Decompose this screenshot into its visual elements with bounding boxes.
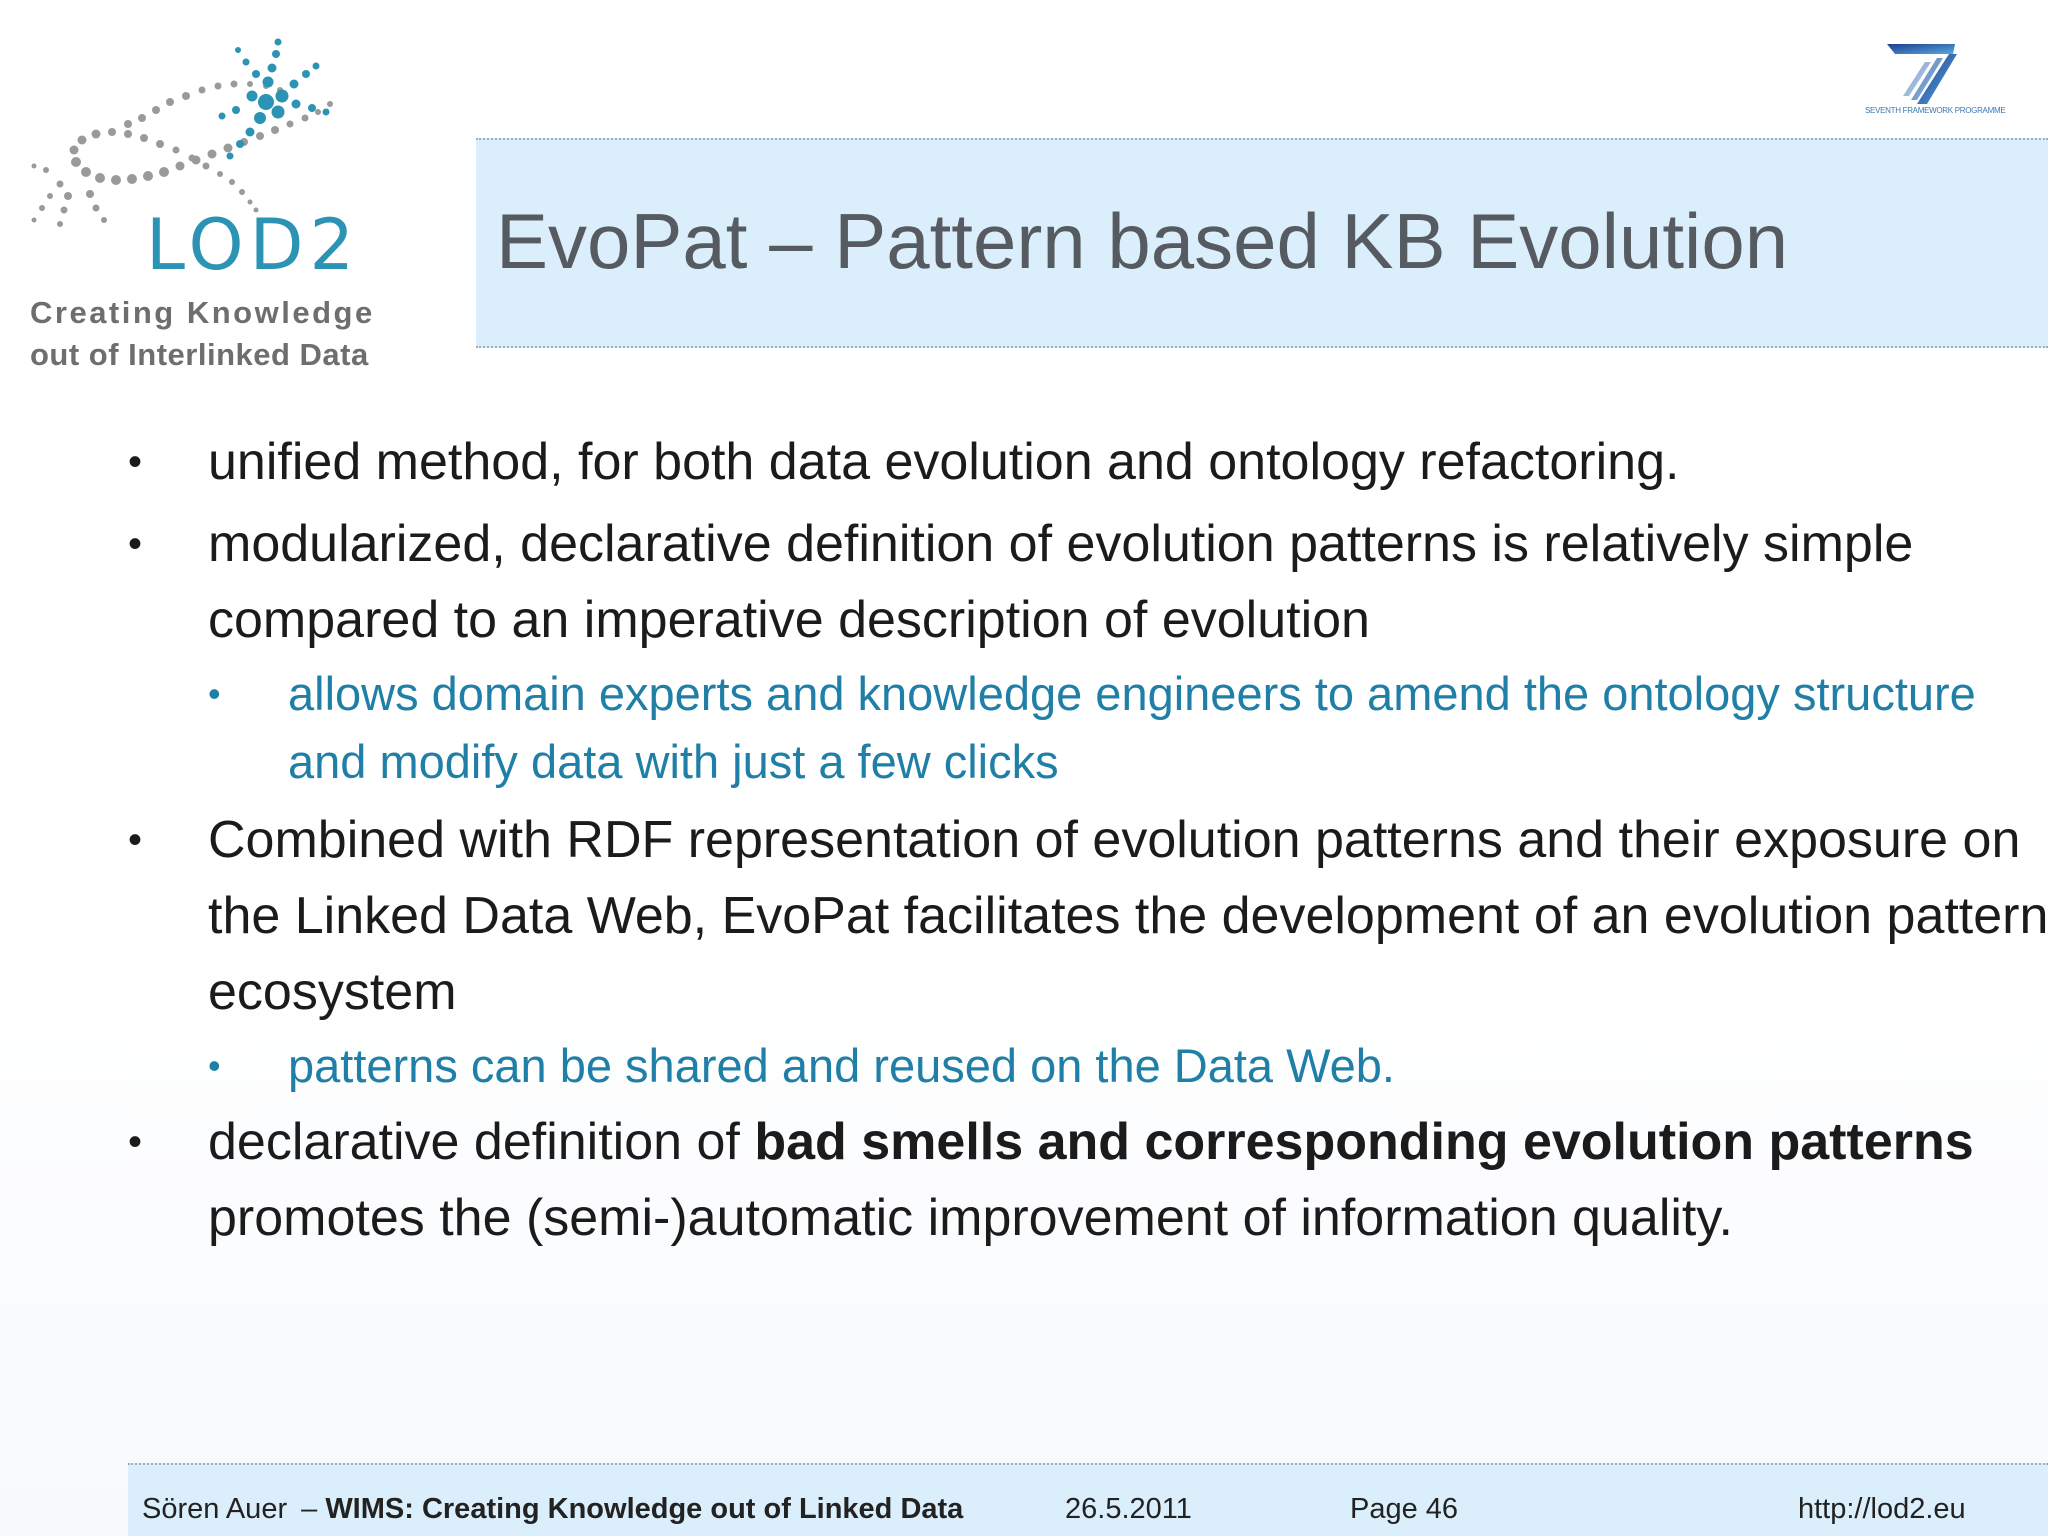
lod2-wordmark: LOD2 xyxy=(146,204,361,286)
lod2-logo xyxy=(20,20,400,372)
footer-author: Sören Auer xyxy=(142,1493,288,1525)
sub-bullet-text: patterns can be shared and reused on the Data Web. xyxy=(288,1039,1395,1092)
bullet-text: unified method, for both data evolution and ontology refactoring. xyxy=(208,433,1680,491)
fp7-caption: SEVENTH FRAMEWORK PROGRAMME xyxy=(1865,106,2006,115)
sub-bullet-marker: • xyxy=(208,1045,221,1086)
footer-separator: – xyxy=(301,1493,318,1525)
bullet-text: Combined with RDF representation of evolution patterns and their exposure on the Linked Data Web, EvoPat facilitates the development of an evolution pattern ecosystem xyxy=(208,811,2048,1021)
bullet-text-bold: bad smells and corresponding evolution patterns xyxy=(754,1113,1974,1171)
footer-page-number: Page 46 xyxy=(1350,1493,1459,1525)
footer-author-line xyxy=(142,1495,963,1524)
footer-date: 26.5.2011 xyxy=(1065,1493,1192,1525)
footer-talk-title: WIMS: Creating Knowledge out of Linked Data xyxy=(325,1493,964,1525)
bullet-marker: • xyxy=(128,440,143,484)
bullet-text xyxy=(208,1104,2028,1256)
bullet-marker: • xyxy=(128,522,143,566)
lod2-tagline-line2: out of Interlinked Data xyxy=(30,337,369,372)
bullet-text-pre: declarative definition of xyxy=(208,1113,755,1171)
bullet-text-post: promotes the (semi-)automatic improvement of information quality. xyxy=(208,1189,1733,1247)
slide-title: EvoPat – Pattern based KB Evolution xyxy=(496,197,1789,285)
slide-footer xyxy=(128,1463,2048,1536)
bullet-marker: • xyxy=(128,818,143,862)
bullet-marker: • xyxy=(128,1120,143,1164)
fp7-logo xyxy=(1865,38,2006,128)
lod2-tagline xyxy=(30,292,375,376)
title-band xyxy=(476,138,2048,348)
fp7-numeral-graphic xyxy=(1865,38,1977,108)
footer-url: http://lod2.eu xyxy=(1798,1493,1966,1525)
sub-bullet-text: allows domain experts and knowledge engineers to amend the ontology structure and modify data with just a few clicks xyxy=(288,667,1976,788)
sub-bullet-marker: • xyxy=(208,673,221,714)
bullet-text: modularized, declarative definition of evolution patterns is relatively simple compared to an imperative description of evolution xyxy=(208,515,1914,649)
lod2-tagline-line1: Creating Knowledge xyxy=(30,295,375,330)
